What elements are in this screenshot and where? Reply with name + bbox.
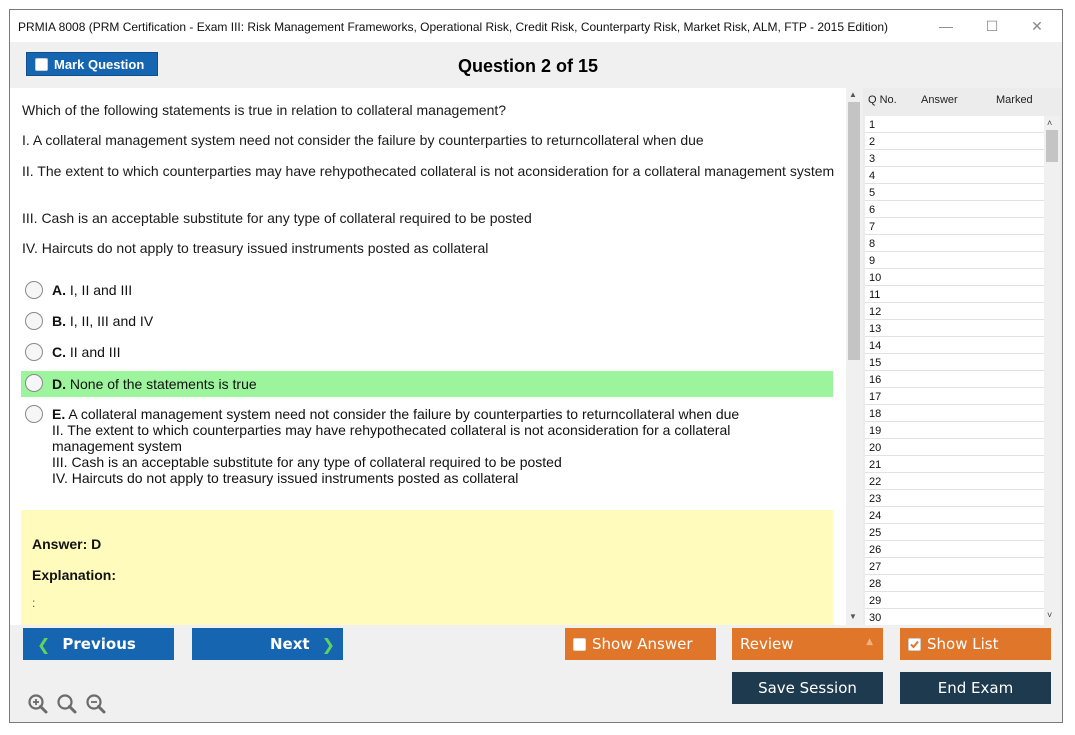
question-list-row[interactable] xyxy=(865,609,1045,626)
question-list-panel xyxy=(863,88,1062,625)
option-letter: B. xyxy=(52,313,66,329)
question-number: 2 xyxy=(869,136,876,148)
minimize-button[interactable]: — xyxy=(939,18,953,34)
question-list-row[interactable] xyxy=(865,252,1045,269)
exam-header xyxy=(10,42,1062,88)
zoom-out-icon[interactable] xyxy=(85,693,107,715)
question-number: 16 xyxy=(869,374,882,386)
question-number: 26 xyxy=(869,544,882,556)
chevron-up-icon[interactable]: ˄ xyxy=(1047,118,1053,128)
question-number: 17 xyxy=(869,391,882,403)
question-list-row[interactable] xyxy=(865,303,1045,320)
scroll-thumb[interactable] xyxy=(1046,130,1058,162)
question-panel xyxy=(10,88,846,625)
chevron-left-icon: ❮ xyxy=(37,634,51,654)
end-exam-button[interactable] xyxy=(900,672,1051,704)
scroll-down-icon[interactable]: ▼ xyxy=(849,612,857,621)
question-number: 13 xyxy=(869,323,882,335)
show-list-button[interactable] xyxy=(900,628,1051,660)
title-bar xyxy=(10,10,1062,42)
next-label: Next xyxy=(270,635,310,653)
question-list-row[interactable] xyxy=(865,167,1045,184)
option-e[interactable] xyxy=(21,405,833,489)
question-list-row[interactable] xyxy=(865,456,1045,473)
question-list-row[interactable] xyxy=(865,320,1045,337)
question-number: 5 xyxy=(869,187,876,199)
zoom-in-icon[interactable] xyxy=(27,693,49,715)
explanation-label: Explanation: xyxy=(32,567,117,583)
question-list-row[interactable] xyxy=(865,558,1045,575)
question-number: 11 xyxy=(869,289,881,301)
statement-4: IV. Haircuts do not apply to treasury issued instruments posted as collateral xyxy=(22,240,489,256)
caret-up-icon: ▲ xyxy=(866,637,873,647)
end-exam-label: End Exam xyxy=(937,679,1014,697)
statement-3: III. Cash is an acceptable substitute for any type of collateral required to be posted xyxy=(22,210,532,226)
column-answer: Answer xyxy=(921,94,958,106)
question-number: 14 xyxy=(869,340,882,352)
checkbox-icon xyxy=(35,58,48,71)
question-list-row[interactable] xyxy=(865,116,1045,133)
option-text: I, II, III and IV xyxy=(69,313,154,329)
option-c[interactable] xyxy=(21,343,833,365)
question-number: 1 xyxy=(869,119,876,131)
question-list-scrollbar[interactable] xyxy=(1044,116,1060,625)
question-list-row[interactable] xyxy=(865,439,1045,456)
question-stem: Which of the following statements is true in relation to collateral management? xyxy=(22,102,507,118)
question-scrollbar[interactable] xyxy=(846,88,862,625)
option-d[interactable] xyxy=(21,371,833,397)
question-list-row[interactable] xyxy=(865,592,1045,609)
question-number: 4 xyxy=(869,170,876,182)
scroll-thumb[interactable] xyxy=(848,102,860,360)
question-list-row[interactable] xyxy=(865,371,1045,388)
question-list-row[interactable] xyxy=(865,541,1045,558)
chevron-down-icon[interactable]: ˅ xyxy=(1047,610,1053,620)
review-label: Review xyxy=(740,635,794,653)
question-list-row[interactable] xyxy=(865,575,1045,592)
question-list-row[interactable] xyxy=(865,405,1045,422)
radio-icon[interactable] xyxy=(25,312,43,330)
maximize-button[interactable]: ☐ xyxy=(985,18,999,34)
option-b[interactable] xyxy=(21,312,833,334)
question-number: 10 xyxy=(869,272,882,284)
save-session-label: Save Session xyxy=(758,679,857,697)
question-list-row[interactable] xyxy=(865,150,1045,167)
question-number: 20 xyxy=(869,442,882,454)
previous-label: Previous xyxy=(62,635,136,653)
option-text: II and III xyxy=(69,344,121,360)
option-text: None of the statements is true xyxy=(69,376,257,392)
save-session-button[interactable] xyxy=(732,672,883,704)
question-list-row[interactable] xyxy=(865,286,1045,303)
column-qno: Q No. xyxy=(868,94,897,106)
question-list-row[interactable] xyxy=(865,184,1045,201)
search-icon[interactable] xyxy=(56,693,78,715)
question-list-row[interactable] xyxy=(865,133,1045,150)
explanation-text: : xyxy=(32,596,36,610)
option-text: A collateral management system need not consider the failure by counterparties to returncollateral when due II. The extent to which counterparties may have rehypothecated collateral is not aconsideration for a collateral management system III. Cash is an acceptable substitute for any type of collateral required to be posted IV. Haircuts do not apply to treasury issued instruments posted as collateral xyxy=(52,406,740,486)
option-letter: D. xyxy=(52,376,66,392)
question-number: 28 xyxy=(869,578,882,590)
question-list-row[interactable] xyxy=(865,507,1045,524)
radio-icon[interactable] xyxy=(25,281,43,299)
option-letter: A. xyxy=(52,282,66,298)
option-a[interactable] xyxy=(21,281,833,303)
question-number: 27 xyxy=(869,561,882,573)
scroll-up-icon[interactable]: ▲ xyxy=(849,90,857,99)
question-number: 29 xyxy=(869,595,882,607)
statement-2: II. The extent to which counterparties may have rehypothecated collateral is not aconsideration for a collateral management system xyxy=(22,163,835,179)
show-list-label: Show List xyxy=(927,635,999,653)
question-number: 15 xyxy=(869,357,882,369)
question-number: 8 xyxy=(869,238,876,250)
app-window xyxy=(9,9,1063,723)
question-number: 19 xyxy=(869,425,882,437)
option-text: I, II and III xyxy=(69,282,133,298)
statement-1: I. A collateral management system need not consider the failure by counterparties to returncollateral when due xyxy=(22,132,704,148)
question-list-row[interactable] xyxy=(865,354,1045,371)
option-letter: C. xyxy=(52,344,66,360)
question-number: 22 xyxy=(869,476,882,488)
answer-label: Answer: D xyxy=(32,536,102,552)
chevron-right-icon: ❯ xyxy=(321,634,335,654)
question-list-row[interactable] xyxy=(865,524,1045,541)
question-list-row[interactable] xyxy=(865,235,1045,252)
close-button[interactable]: ✕ xyxy=(1031,18,1043,34)
question-list-row[interactable] xyxy=(865,269,1045,286)
question-number: 6 xyxy=(869,204,876,216)
question-list-row[interactable] xyxy=(865,201,1045,218)
column-marked: Marked xyxy=(996,94,1033,106)
footer-toolbar xyxy=(10,625,1062,722)
question-list-row[interactable] xyxy=(865,388,1045,405)
question-list-row[interactable] xyxy=(865,490,1045,507)
checkbox-checked-icon[interactable] xyxy=(908,638,921,651)
question-number: 9 xyxy=(869,255,876,267)
radio-icon[interactable] xyxy=(25,405,43,423)
question-number: 24 xyxy=(869,510,882,522)
question-counter: Question 2 of 15 xyxy=(458,56,599,76)
question-number: 30 xyxy=(869,612,882,624)
window-title: PRMIA 8008 (PRM Certification - Exam III: Risk Management Frameworks, Operational Risk, Credit Risk, Counterparty Risk, Market Risk, ALM, FTP - 2015 Edition) xyxy=(18,20,889,34)
mark-question-button[interactable] xyxy=(26,52,158,76)
question-number: 23 xyxy=(869,493,882,505)
question-number: 7 xyxy=(869,221,876,233)
show-answer-button[interactable] xyxy=(565,628,716,660)
question-number: 12 xyxy=(869,306,882,318)
answer-explanation-box xyxy=(21,510,833,625)
question-number: 25 xyxy=(869,527,882,539)
question-list-row[interactable] xyxy=(865,422,1045,439)
next-button[interactable] xyxy=(192,628,343,660)
radio-icon[interactable] xyxy=(25,343,43,361)
question-list-row[interactable] xyxy=(865,218,1045,235)
radio-icon[interactable] xyxy=(25,374,43,392)
question-list-row[interactable] xyxy=(865,473,1045,490)
question-number: 3 xyxy=(869,153,876,165)
show-answer-label: Show Answer xyxy=(592,635,693,653)
review-dropdown[interactable] xyxy=(732,628,883,660)
mark-question-label: Mark Question xyxy=(54,56,145,72)
option-letter: E. xyxy=(52,406,66,422)
question-number: 18 xyxy=(869,408,882,420)
question-number: 21 xyxy=(869,459,882,471)
checkbox-icon[interactable] xyxy=(573,638,586,651)
previous-button[interactable] xyxy=(23,628,174,660)
question-list-row[interactable] xyxy=(865,337,1045,354)
